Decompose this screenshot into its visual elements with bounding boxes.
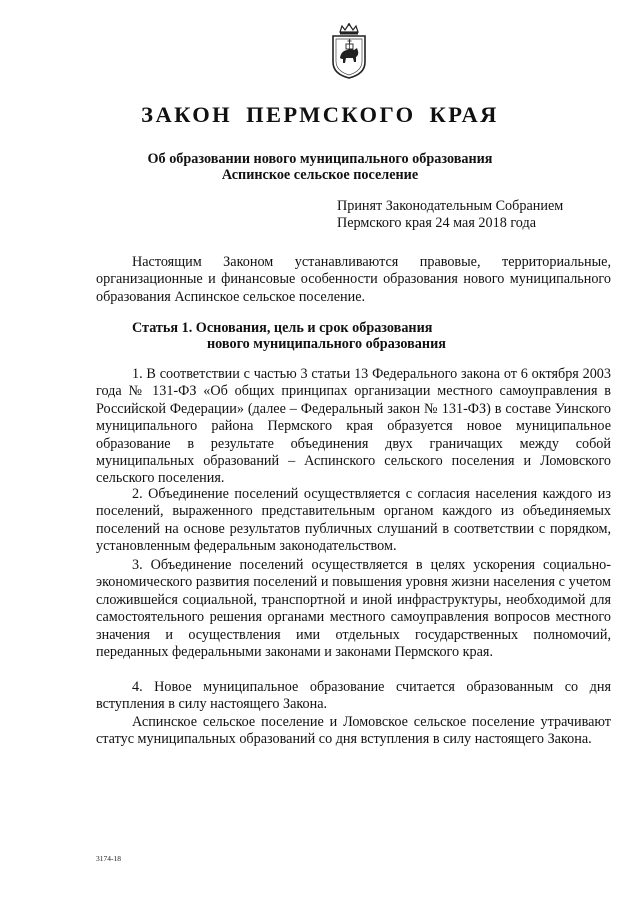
article-paragraph-4: 4. Новое муниципальное образование считается образованным со дня вступления в силу настоящего Закона. [96,679,611,713]
adoption-line-1: Принят Законодательным Собранием [337,198,564,214]
article-paragraph-1: 1. В соответствии с частью 3 статьи 13 Федерального закона от 6 октября 2003 года № 131-ФЗ «Об общих принципах организации местного самоуправления в Российской Федерации» (далее – Федеральный закон № 131-ФЗ) в составе Уинского муниципального района Пермского края образуется новое муниципальное образование в результате объединения двух граничащих между собой муниципальных образований – Аспинского сельского поселения и Ломовского сельского поселения. [96,366,611,487]
preamble-paragraph: Настоящим Законом устанавливаются правовые, территориальные, организационные и финансовые особенности образования нового муниципального образования Аспинское сельское поселение. [96,254,611,305]
subtitle-line-1: Об образовании нового муниципального образования [147,151,493,167]
law-subtitle [0,151,640,183]
article-heading-line-1: Статья 1. Основания, цель и срок образования [132,320,433,336]
document-number: 3174-18 [96,854,121,863]
coat-of-arms-emblem [328,22,370,80]
article-paragraph-5: Аспинское сельское поселение и Ломовское сельское поселение утрачивают статус муниципальных образований со дня вступления в силу настоящего Закона. [96,714,611,748]
article-heading-line-2: нового муниципального образования [207,336,446,352]
adoption-note [337,198,617,232]
subtitle-line-2: Аспинское сельское поселение [221,167,419,183]
article-paragraph-2: 2. Объединение поселений осуществляется с согласия населения каждого из поселений, выраженного представительным органом каждого из объединяемых поселений на основе результатов публичных слушаний в соответствии с порядком, установленным федеральным законодательством. [96,486,611,555]
law-title: ЗАКОН ПЕРМСКОГО КРАЯ [141,102,499,127]
adoption-line-2: Пермского края 24 мая 2018 года [337,215,536,231]
article-paragraph-3: 3. Объединение поселений осуществляется в целях ускорения социально-экономического развития поселений и повышения уровня жизни населения с учетом сложившейся социальной, транспортной и иной инфраструктуры, необходимой для самостоятельного решения органами местного самоуправления вопросов местного значения и осуществления ими отдельных государственных полномочий, переданных федеральными законами и законами Пермского края. [96,557,611,661]
